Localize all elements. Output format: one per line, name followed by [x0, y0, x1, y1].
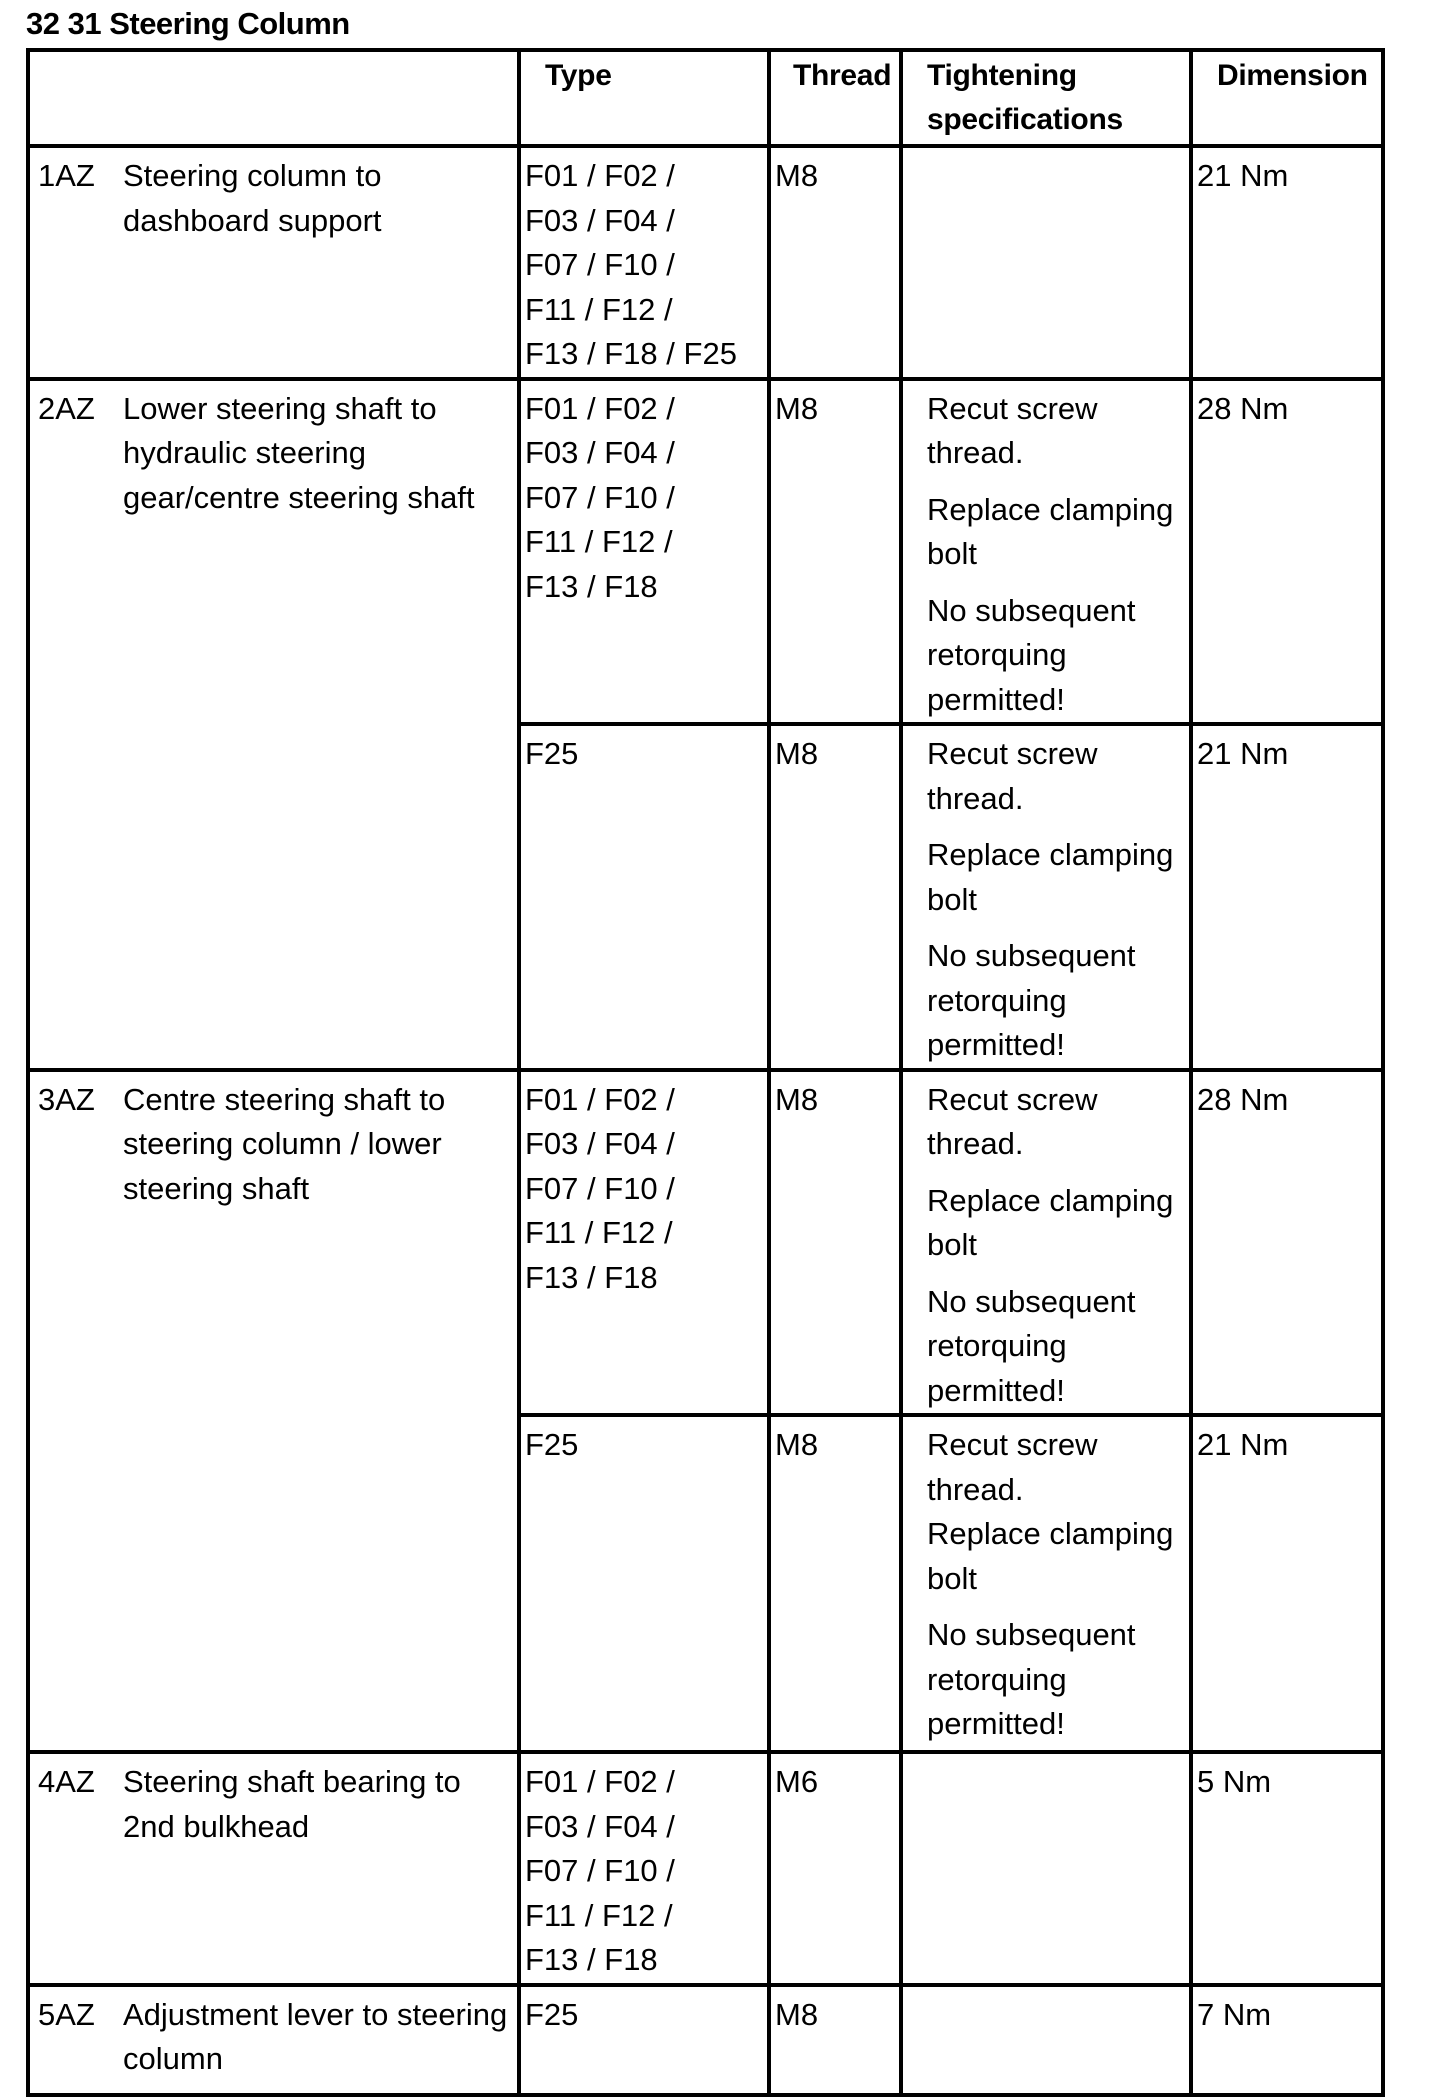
table-row	[28, 1752, 1383, 1985]
tightening-note: Recut screw thread.	[927, 390, 1098, 470]
item-description: Adjustment lever to steering column	[123, 1996, 508, 2076]
item-code: 5AZ	[38, 1996, 95, 2032]
dimension-cell: 5 Nm	[1191, 1752, 1383, 1985]
tightening-note: Recut screw thread.	[927, 736, 1098, 816]
thread-cell: M8	[769, 1985, 901, 2095]
type-cell	[519, 724, 769, 1070]
type-line: F07 / F10 /	[525, 247, 675, 282]
tightening-cell	[901, 1985, 1191, 2095]
header-item	[28, 50, 519, 146]
type-line: F13 / F18	[525, 568, 658, 604]
tightening-note: Recut screw thread.	[927, 1427, 1098, 1507]
page-title: 32 31 Steering Column	[26, 6, 350, 41]
item-description: Steering column to dashboard support	[123, 158, 382, 238]
type-line: F25	[525, 736, 579, 771]
tightening-note: No subsequent retorquing permitted!	[927, 1617, 1136, 1741]
tightening-note: No subsequent retorquing permitted!	[927, 938, 1136, 1062]
tightening-cell	[901, 379, 1191, 725]
item-code: 3AZ	[38, 1081, 95, 1117]
item-code: 4AZ	[38, 1764, 95, 1799]
item-description: Centre steering shaft to steering column / lower steering shaft	[123, 1081, 446, 1206]
type-line: F13 / F18	[525, 1942, 658, 1977]
thread-cell: M8	[769, 379, 901, 725]
type-line: F01 / F02 /	[525, 158, 675, 193]
type-line: F11 / F12 /	[525, 524, 673, 559]
item-cell	[28, 146, 519, 379]
type-line: F07 / F10 /	[525, 1170, 675, 1206]
tightening-cell	[901, 1415, 1191, 1752]
table-header-row	[28, 50, 1383, 146]
item-code: 2AZ	[38, 390, 95, 426]
type-line: F11 / F12 /	[525, 1215, 673, 1250]
item-code: 1AZ	[38, 158, 95, 193]
table-row	[28, 146, 1383, 379]
tightening-cell	[901, 724, 1191, 1070]
tightening-note: Replace clamping bolt	[927, 1516, 1174, 1596]
tightening-note: No subsequent retorquing permitted!	[927, 1283, 1136, 1408]
type-cell	[519, 1415, 769, 1752]
dimension-cell: 28 Nm	[1191, 1070, 1383, 1416]
type-line: F03 / F04 /	[525, 435, 675, 470]
type-line: F11 / F12 /	[525, 1897, 673, 1933]
type-cell	[519, 1070, 769, 1416]
thread-cell: M8	[769, 724, 901, 1070]
type-line: F11 / F12 /	[525, 291, 673, 327]
header-dimension: Dimension	[1191, 50, 1383, 146]
type-line: F03 / F04 /	[525, 1808, 675, 1844]
type-cell	[519, 1985, 769, 2095]
type-line: F01 / F02 /	[525, 390, 675, 426]
header-type: Type	[519, 50, 769, 146]
dimension-cell: 21 Nm	[1191, 724, 1383, 1070]
item-cell	[28, 1985, 519, 2095]
thread-cell: M8	[769, 1070, 901, 1416]
type-cell	[519, 146, 769, 379]
type-line: F07 / F10 /	[525, 1853, 675, 1888]
table-row	[28, 1070, 1383, 1416]
table-row	[28, 1985, 1383, 2095]
thread-cell: M6	[769, 1752, 901, 1985]
item-description: Steering shaft bearing to 2nd bulkhead	[123, 1764, 461, 1844]
dimension-cell: 7 Nm	[1191, 1985, 1383, 2095]
thread-cell: M8	[769, 1415, 901, 1752]
tightening-cell	[901, 1752, 1191, 1985]
tightening-note: Replace clamping bolt	[927, 837, 1174, 917]
header-thread: Thread	[769, 50, 901, 146]
item-cell	[28, 1752, 519, 1985]
type-line: F03 / F04 /	[525, 202, 675, 238]
type-line: F13 / F18	[525, 1259, 658, 1295]
type-line: F07 / F10 /	[525, 479, 675, 515]
type-line: F01 / F02 /	[525, 1081, 675, 1117]
table-row	[28, 379, 1383, 725]
tightening-note: Replace clamping bolt	[927, 1182, 1174, 1262]
dimension-cell: 21 Nm	[1191, 146, 1383, 379]
type-line: F25	[525, 1996, 579, 2032]
type-line: F25	[525, 1427, 579, 1462]
torque-spec-table	[26, 48, 1385, 2097]
tightening-note: Recut screw thread.	[927, 1081, 1098, 1161]
type-cell	[519, 379, 769, 725]
type-line: F13 / F18 / F25	[525, 336, 737, 371]
item-description: Lower steering shaft to hydraulic steering gear/centre steering shaft	[123, 390, 475, 515]
type-cell	[519, 1752, 769, 1985]
thread-cell: M8	[769, 146, 901, 379]
tightening-cell	[901, 1070, 1191, 1416]
tightening-note: Replace clamping bolt	[927, 491, 1174, 571]
header-tightening: Tightening specifications	[901, 50, 1191, 146]
dimension-cell: 28 Nm	[1191, 379, 1383, 725]
dimension-cell: 21 Nm	[1191, 1415, 1383, 1752]
item-cell	[28, 379, 519, 1070]
type-line: F01 / F02 /	[525, 1764, 675, 1799]
item-cell	[28, 1070, 519, 1753]
type-line: F03 / F04 /	[525, 1126, 675, 1161]
tightening-note: No subsequent retorquing permitted!	[927, 592, 1136, 717]
tightening-cell	[901, 146, 1191, 379]
